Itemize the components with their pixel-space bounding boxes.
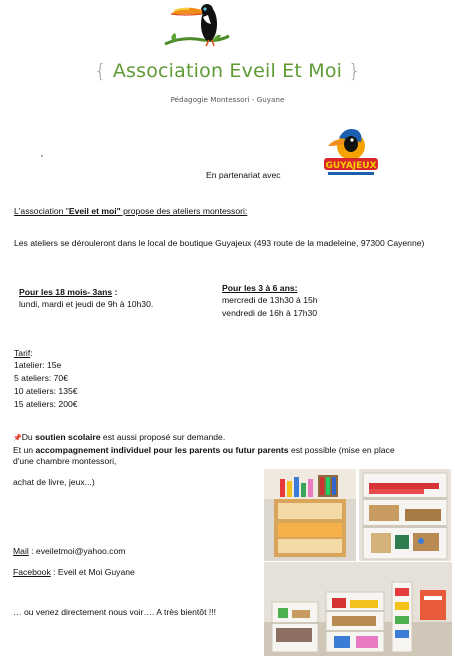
tarif-item: 10 ateliers: 135€: [14, 386, 78, 396]
tarif-item: 5 ateliers: 70€: [14, 373, 68, 383]
partner-label: En partenariat avec: [206, 170, 281, 180]
tarif-item: 15 ateliers: 200€: [14, 399, 78, 409]
group2-title: Pour les 3 à 6 ans:: [222, 283, 298, 293]
mail-label: Mail: [13, 546, 29, 556]
facebook-line: [13, 567, 135, 578]
support-line2: Et un accompagnement individuel pour les parents ou futur parents est possible (mise en place d'une chambre montessori,: [13, 445, 395, 467]
group1-title: Pour les 18 mois- 3ans :: [19, 287, 118, 297]
facebook-link[interactable]: : Eveil et Moi Guyane: [50, 567, 135, 577]
page-subtitle: Pédagogie Montessori - Guyane: [170, 95, 285, 104]
tarif-heading: Tarif:: [14, 348, 33, 358]
facebook-label: Facebook: [13, 567, 51, 577]
guyajeux-logo: [322, 124, 380, 182]
closing-line: … ou venez directement nous voir…. A très bientôt !!!: [13, 607, 217, 617]
location-text: Les ateliers se dérouleront dans le local de boutique Guyajeux (493 route de la madeleine, 97300 Cayenne): [14, 238, 425, 248]
mail-line: [13, 546, 125, 557]
pin-icon: 📌: [13, 435, 22, 442]
photo-montessori-shelf-2: [359, 469, 451, 561]
support-line1: 📌Du soutien scolaire est aussi proposé sur demande.: [13, 432, 226, 442]
intro-line: L'association "Eveil et moi" propose des ateliers montessori:: [14, 206, 248, 216]
svg-text:GUYAJEUX: GUYAJEUX: [325, 161, 377, 171]
support-line3: achat de livre, jeux...): [13, 477, 95, 487]
group1-days: lundi, mardi et jeudi de 9h à 10h30.: [19, 299, 154, 309]
tarif-item: 1atelier: 15e: [14, 360, 62, 370]
photo-montessori-shelf-1: [264, 469, 356, 561]
group2-line1: mercredi de 13h30 à 15h: [222, 295, 318, 305]
mail-link[interactable]: : eveiletmoi@yahoo.com: [28, 546, 126, 556]
bullet-dot: ·: [40, 148, 44, 162]
group2-line2: vendredi de 16h à 17h30: [222, 308, 318, 318]
photo-montessori-room: [264, 562, 452, 656]
toucan-logo: [163, 2, 231, 54]
page-title: { Association Eveil Et Moi }: [94, 60, 361, 82]
